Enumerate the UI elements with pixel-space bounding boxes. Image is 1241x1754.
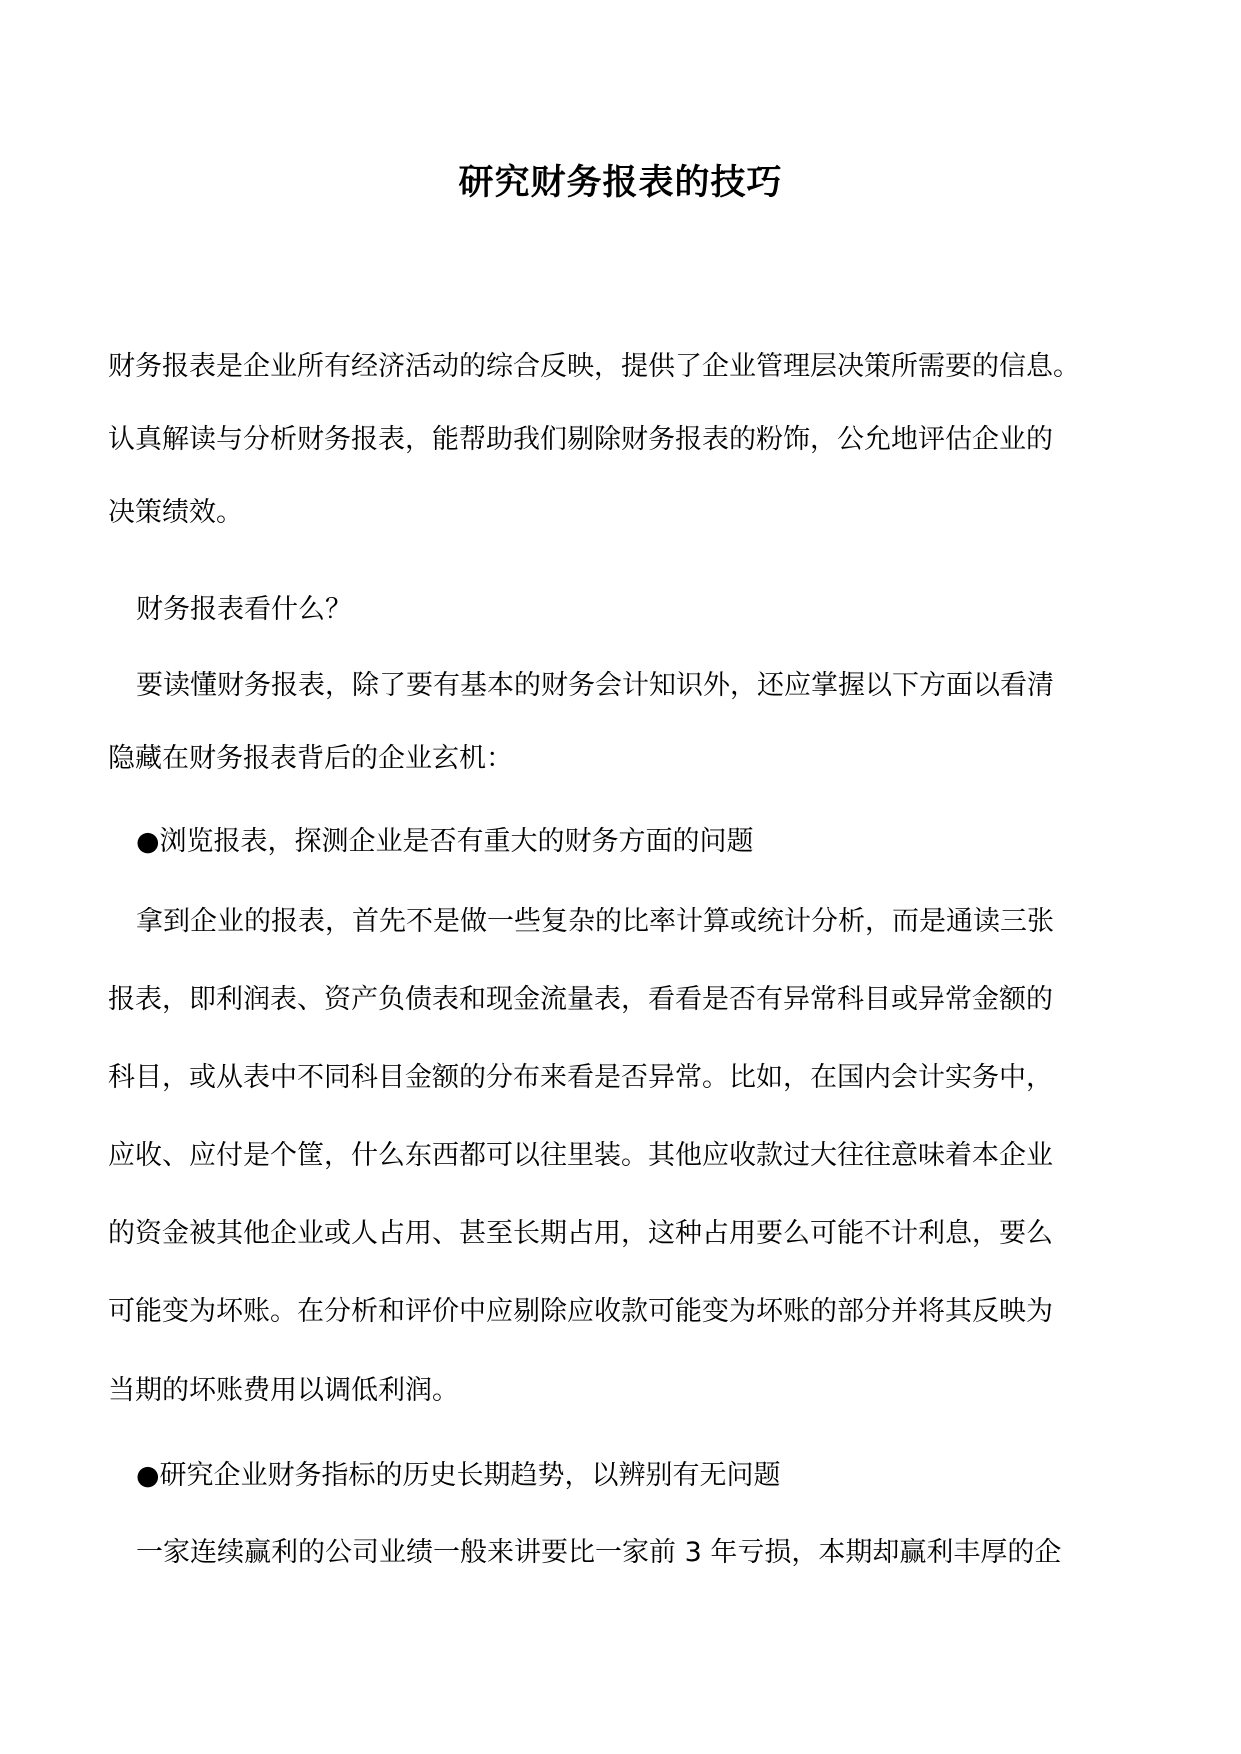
paragraph-line: 一家连续赢利的公司业绩一般来讲要比一家前 3 年亏损，本期却赢利丰厚的企 xyxy=(136,1537,1062,1568)
section-heading: 财务报表看什么？ xyxy=(136,594,352,625)
paragraph-line: 可能变为坏账。在分析和评价中应剔除应收款可能变为坏账的部分并将其反映为 xyxy=(108,1296,1053,1327)
paragraph-line: 当期的坏账费用以调低利润。 xyxy=(108,1375,459,1406)
paragraph-line: 拿到企业的报表，首先不是做一些复杂的比率计算或统计分析，而是通读三张 xyxy=(136,906,1054,937)
paragraph-line: 财务报表是企业所有经济活动的综合反映，提供了企业管理层决策所需要的信息。 xyxy=(108,351,1080,382)
paragraph-line: 要读懂财务报表，除了要有基本的财务会计知识外，还应掌握以下方面以看清 xyxy=(136,670,1054,701)
paragraph-line: 决策绩效。 xyxy=(108,497,243,528)
document-title: 研究财务报表的技巧 xyxy=(458,163,783,203)
bullet-heading: ●研究企业财务指标的历史长期趋势，以辨别有无问题 xyxy=(136,1460,781,1491)
bullet-heading: ●浏览报表，探测企业是否有重大的财务方面的问题 xyxy=(136,826,754,857)
paragraph-line: 隐藏在财务报表背后的企业玄机： xyxy=(108,743,513,774)
paragraph-line: 的资金被其他企业或人占用、甚至长期占用，这种占用要么可能不计利息，要么 xyxy=(108,1218,1053,1249)
paragraph-line: 报表，即利润表、资产负债表和现金流量表，看看是否有异常科目或异常金额的 xyxy=(108,984,1053,1015)
paragraph-line: 应收、应付是个筐，什么东西都可以往里装。其他应收款过大往往意味着本企业 xyxy=(108,1140,1053,1171)
paragraph-line: 科目，或从表中不同科目金额的分布来看是否异常。比如，在国内会计实务中， xyxy=(108,1062,1053,1093)
paragraph-line: 认真解读与分析财务报表，能帮助我们剔除财务报表的粉饰，公允地评估企业的 xyxy=(108,424,1053,455)
